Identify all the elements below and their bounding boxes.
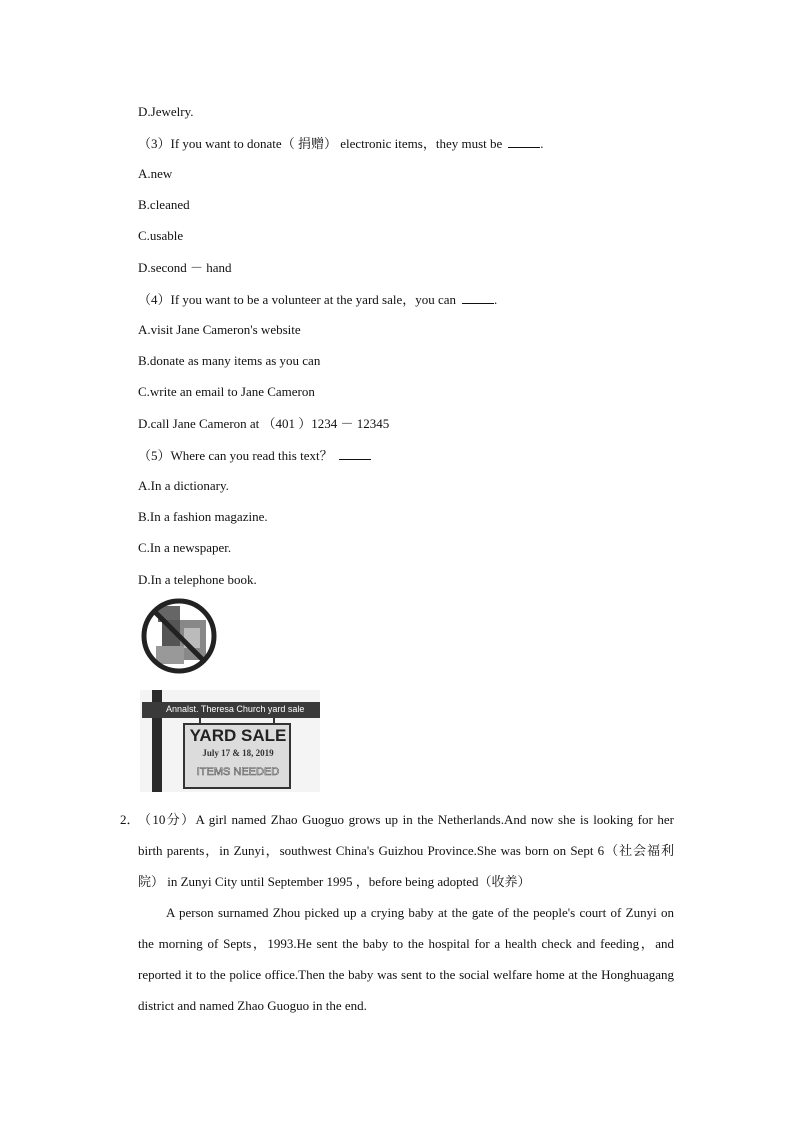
- yard-sale-sign-image: [140, 690, 320, 792]
- question-4-stem: （4）If you want to be a volunteer at the yard sale，you can .: [138, 292, 498, 307]
- sign-date: July 17 & 18, 2019: [202, 748, 274, 758]
- option-d-jewelry: D.Jewelry.: [138, 104, 194, 119]
- q4-option-d: D.call Jane Cameron at （401 ）1234 － 12345: [138, 416, 390, 431]
- sign-items-needed: ITEMS NEEDED: [196, 766, 280, 778]
- sign-top-text: Annalst. Theresa Church yard sale: [166, 704, 305, 714]
- q5-option-b: B.In a fashion magazine.: [138, 509, 268, 524]
- q5-option-d: D.In a telephone book.: [138, 572, 257, 587]
- question-2-paragraph: A person surnamed Zhou picked up a crying baby at the gate of the people's court of Zunyi on the morning of Septs，1993.He sent the baby to the hospital for a health check and feeding，and reported it to the police office.Then the baby was sent to the social welfare home at the Honghuagang district and named Zhao Guoguo in the end.: [138, 905, 674, 1013]
- q5-option-a: A.In a dictionary.: [138, 478, 229, 493]
- prohibited-items-icon: [140, 598, 220, 676]
- answer-blank: [339, 447, 371, 460]
- question-5-stem: （5）Where can you read this text？: [138, 447, 371, 464]
- question-2-number: 2．: [120, 812, 140, 827]
- q4-option-b: B.donate as many items as you can: [138, 353, 321, 368]
- question-3-stem: （3）If you want to donate（ 捐赠） electronic items，they must be .: [138, 136, 544, 151]
- answer-blank: [462, 291, 494, 304]
- q5-option-c: C.In a newspaper.: [138, 540, 232, 555]
- q4-option-c: C.write an email to Jane Cameron: [138, 384, 315, 399]
- answer-blank: [508, 135, 540, 148]
- question-2-intro: 2． （10分）A girl named Zhao Guoguo grows up in the Netherlands.And now she is looking for her birth parents，in Zunyi，southwest China's Guizhou Province.She was born on Sept 6（社会福利院） in Zunyi City until September 1995 ，before being adopted（收养）: [138, 804, 674, 897]
- q3-option-a: A.new: [138, 166, 173, 181]
- sign-title: YARD SALE: [189, 726, 287, 745]
- q3-option-d: D.second － hand: [138, 260, 232, 275]
- q4-option-a: A.visit Jane Cameron's website: [138, 322, 301, 337]
- q3-option-c: C.usable: [138, 228, 184, 243]
- q3-option-b: B.cleaned: [138, 197, 190, 212]
